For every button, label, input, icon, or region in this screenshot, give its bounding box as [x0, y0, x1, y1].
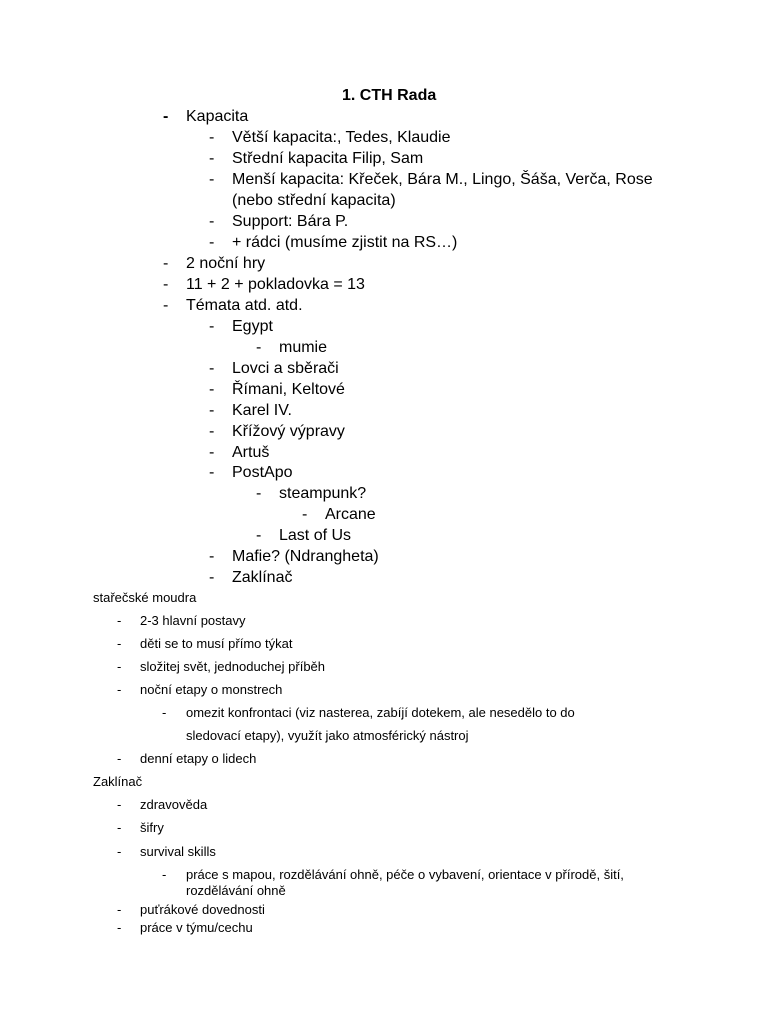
list-item-text: práce s mapou, rozdělávání ohně, péče o vybavení, orientace v přírodě, šití,: [186, 867, 624, 882]
bullet-dash: -: [163, 276, 169, 293]
section-heading-text: Zaklínač: [93, 774, 143, 789]
list-item-text: práce v týmu/cechu: [140, 920, 253, 935]
list-item-text: puťrákové dovednosti: [140, 902, 265, 917]
list-item-text: Egypt: [232, 318, 273, 335]
bullet-dash: -: [117, 751, 122, 766]
bullet-dash: -: [209, 402, 215, 419]
list-item-text: Menší kapacita: Křeček, Bára M., Lingo, Šáša, Verča, Rose: [232, 171, 653, 188]
list-item-text: Větší kapacita:, Tedes, Klaudie: [232, 129, 451, 146]
bullet-dash: -: [117, 613, 122, 628]
list-item-text: mumie: [279, 339, 328, 356]
list-item-text: Zaklínač: [232, 569, 293, 586]
bullet-dash: -: [117, 636, 122, 651]
list-item-text: Mafie? (Ndrangheta): [232, 548, 379, 565]
list-item-text: 2 noční hry: [186, 255, 266, 272]
list-item-text: steampunk?: [279, 485, 367, 502]
bullet-dash: -: [209, 234, 215, 251]
list-item-text: složitej svět, jednoduchej příběh: [140, 659, 326, 674]
list-item-text: šifry: [140, 820, 164, 835]
list-item-text: Lovci a sběrači: [232, 360, 339, 377]
bullet-dash: -: [209, 423, 215, 440]
list-item-text: sledovací etapy), využít jako atmosférický nástroj: [186, 728, 469, 743]
bullet-dash: -: [117, 659, 122, 674]
list-item-text: (nebo střední kapacita): [232, 192, 396, 209]
list-item-text: zdravověda: [140, 797, 208, 812]
bullet-dash: -: [162, 705, 167, 720]
bullet-dash: -: [209, 444, 215, 461]
bullet-dash: -: [163, 255, 169, 272]
list-item-text: survival skills: [140, 844, 216, 859]
bullet-dash: -: [302, 506, 308, 523]
bullet-dash: -: [163, 297, 169, 314]
bullet-dash: -: [117, 797, 122, 812]
bullet-dash: -: [256, 527, 262, 544]
list-item-text: PostApo: [232, 464, 293, 481]
list-item-text: Křížový výpravy: [232, 423, 345, 440]
bullet-dash: -: [256, 339, 262, 356]
bullet-dash: -: [117, 820, 122, 835]
bullet-dash: -: [209, 150, 215, 167]
bullet-dash: -: [209, 381, 215, 398]
bullet-dash: -: [117, 844, 122, 859]
bullet-dash: -: [209, 464, 215, 481]
list-item-text: Kapacita: [186, 108, 249, 125]
bullet-dash: -: [209, 548, 215, 565]
list-item-text: noční etapy o monstrech: [140, 682, 283, 697]
bullet-dash: -: [163, 108, 169, 125]
list-item-text: rozdělávání ohně: [186, 883, 286, 898]
bullet-dash: -: [117, 902, 122, 917]
bullet-dash: -: [209, 569, 215, 586]
bullet-dash: -: [117, 682, 122, 697]
list-item-text: denní etapy o lidech: [140, 751, 257, 766]
list-item-text: Témata atd. atd.: [186, 297, 303, 314]
list-item-text: + rádci (musíme zjistit na RS…): [232, 234, 458, 251]
bullet-dash: -: [209, 129, 215, 146]
list-item-text: Last of Us: [279, 527, 352, 544]
list-item-text: Římani, Keltové: [232, 381, 345, 398]
list-item-text: Support: Bára P.: [232, 213, 349, 230]
bullet-dash: -: [209, 318, 215, 335]
list-item-text: 11 + 2 + pokladovka = 13: [186, 276, 365, 293]
section-heading-text: stařečské moudra: [93, 590, 197, 605]
bullet-dash: -: [209, 213, 215, 230]
page-title: 1. CTH Rada: [342, 87, 437, 104]
list-item-text: děti se to musí přímo týkat: [140, 636, 293, 651]
bullet-dash: -: [117, 920, 122, 935]
list-item-text: omezit konfrontaci (viz nasterea, zabíjí dotekem, ale nesedělo to do: [186, 705, 575, 720]
bullet-dash: -: [209, 171, 215, 188]
list-item-text: Střední kapacita Filip, Sam: [232, 150, 424, 167]
bullet-dash: -: [162, 867, 167, 882]
list-item-text: Artuš: [232, 444, 270, 461]
list-item-text: Arcane: [325, 506, 376, 523]
list-item-text: 2-3 hlavní postavy: [140, 613, 246, 628]
bullet-dash: -: [209, 360, 215, 377]
list-item-text: Karel IV.: [232, 402, 292, 419]
bullet-dash: -: [256, 485, 262, 502]
